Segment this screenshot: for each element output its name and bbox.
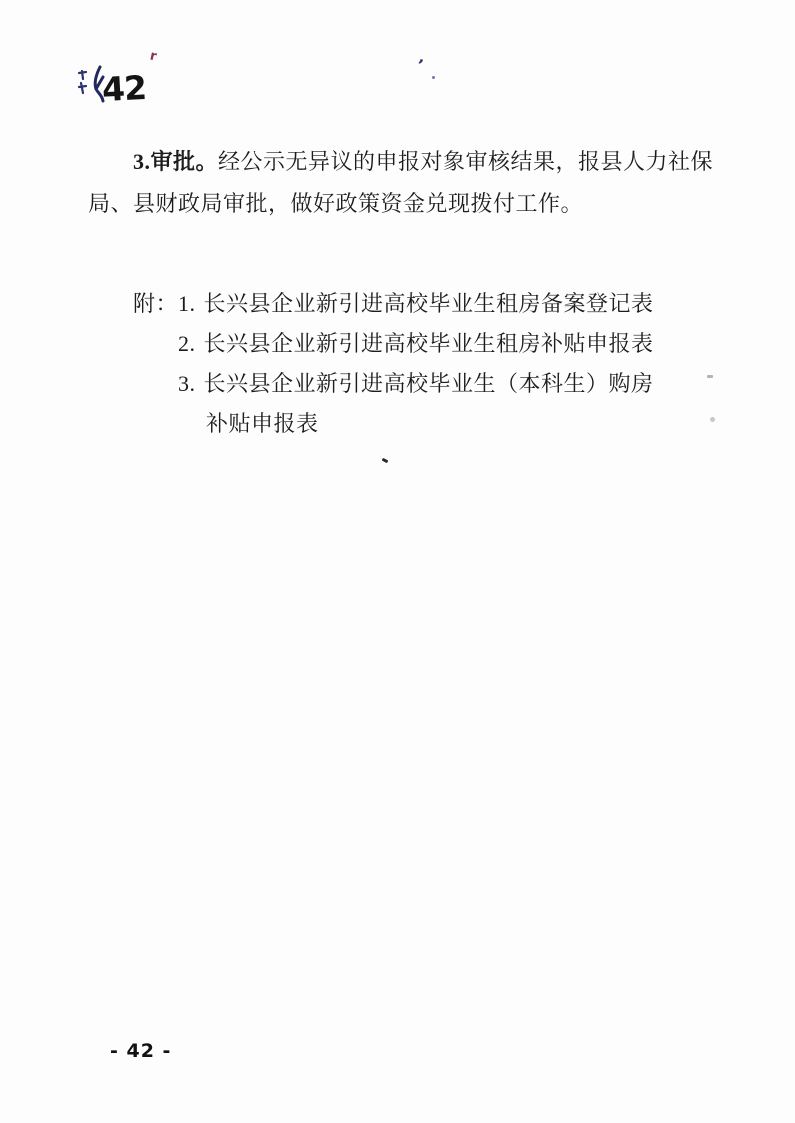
- attachment-row: [133, 288, 654, 328]
- attachment-number: 3.: [178, 371, 196, 396]
- red-tick-mark: r: [148, 48, 158, 65]
- attachment-number: 1.: [178, 291, 196, 316]
- footer-page-number: - 42 -: [110, 1040, 172, 1062]
- attachments-label: 附：: [133, 291, 179, 316]
- scan-speck: [710, 417, 715, 422]
- ink-dot-mark: [432, 76, 435, 79]
- attachment-row: [178, 328, 654, 368]
- attachment-title: 长兴县企业新引进高校毕业生（本科生）购房: [203, 371, 654, 396]
- paragraph-text: 经公示无异议的申报对象审核结果，报县人力社保: [218, 149, 714, 174]
- scan-speck: [382, 458, 389, 463]
- ink-speck-mark: ʼ: [414, 55, 426, 75]
- attachment-row-continuation: 补贴申报表: [206, 411, 319, 436]
- handwritten-page-number: 42: [101, 67, 147, 110]
- attachment-row: [178, 368, 654, 408]
- attachment-title: 长兴县企业新引进高校毕业生租房备案登记表: [203, 291, 654, 316]
- paragraph-line: [133, 147, 713, 177]
- attachment-number: 2.: [178, 331, 196, 356]
- paragraph-lead-bold: 3.审批。: [133, 149, 219, 174]
- attachment-title: 长兴县企业新引进高校毕业生租房补贴申报表: [203, 331, 654, 356]
- scan-speck: [707, 375, 713, 378]
- paragraph-line: 局、县财政局审批，做好政策资金兑现拨付工作。: [88, 191, 584, 216]
- handwritten-stamp-group: [70, 45, 180, 120]
- attachments-block: [133, 288, 654, 448]
